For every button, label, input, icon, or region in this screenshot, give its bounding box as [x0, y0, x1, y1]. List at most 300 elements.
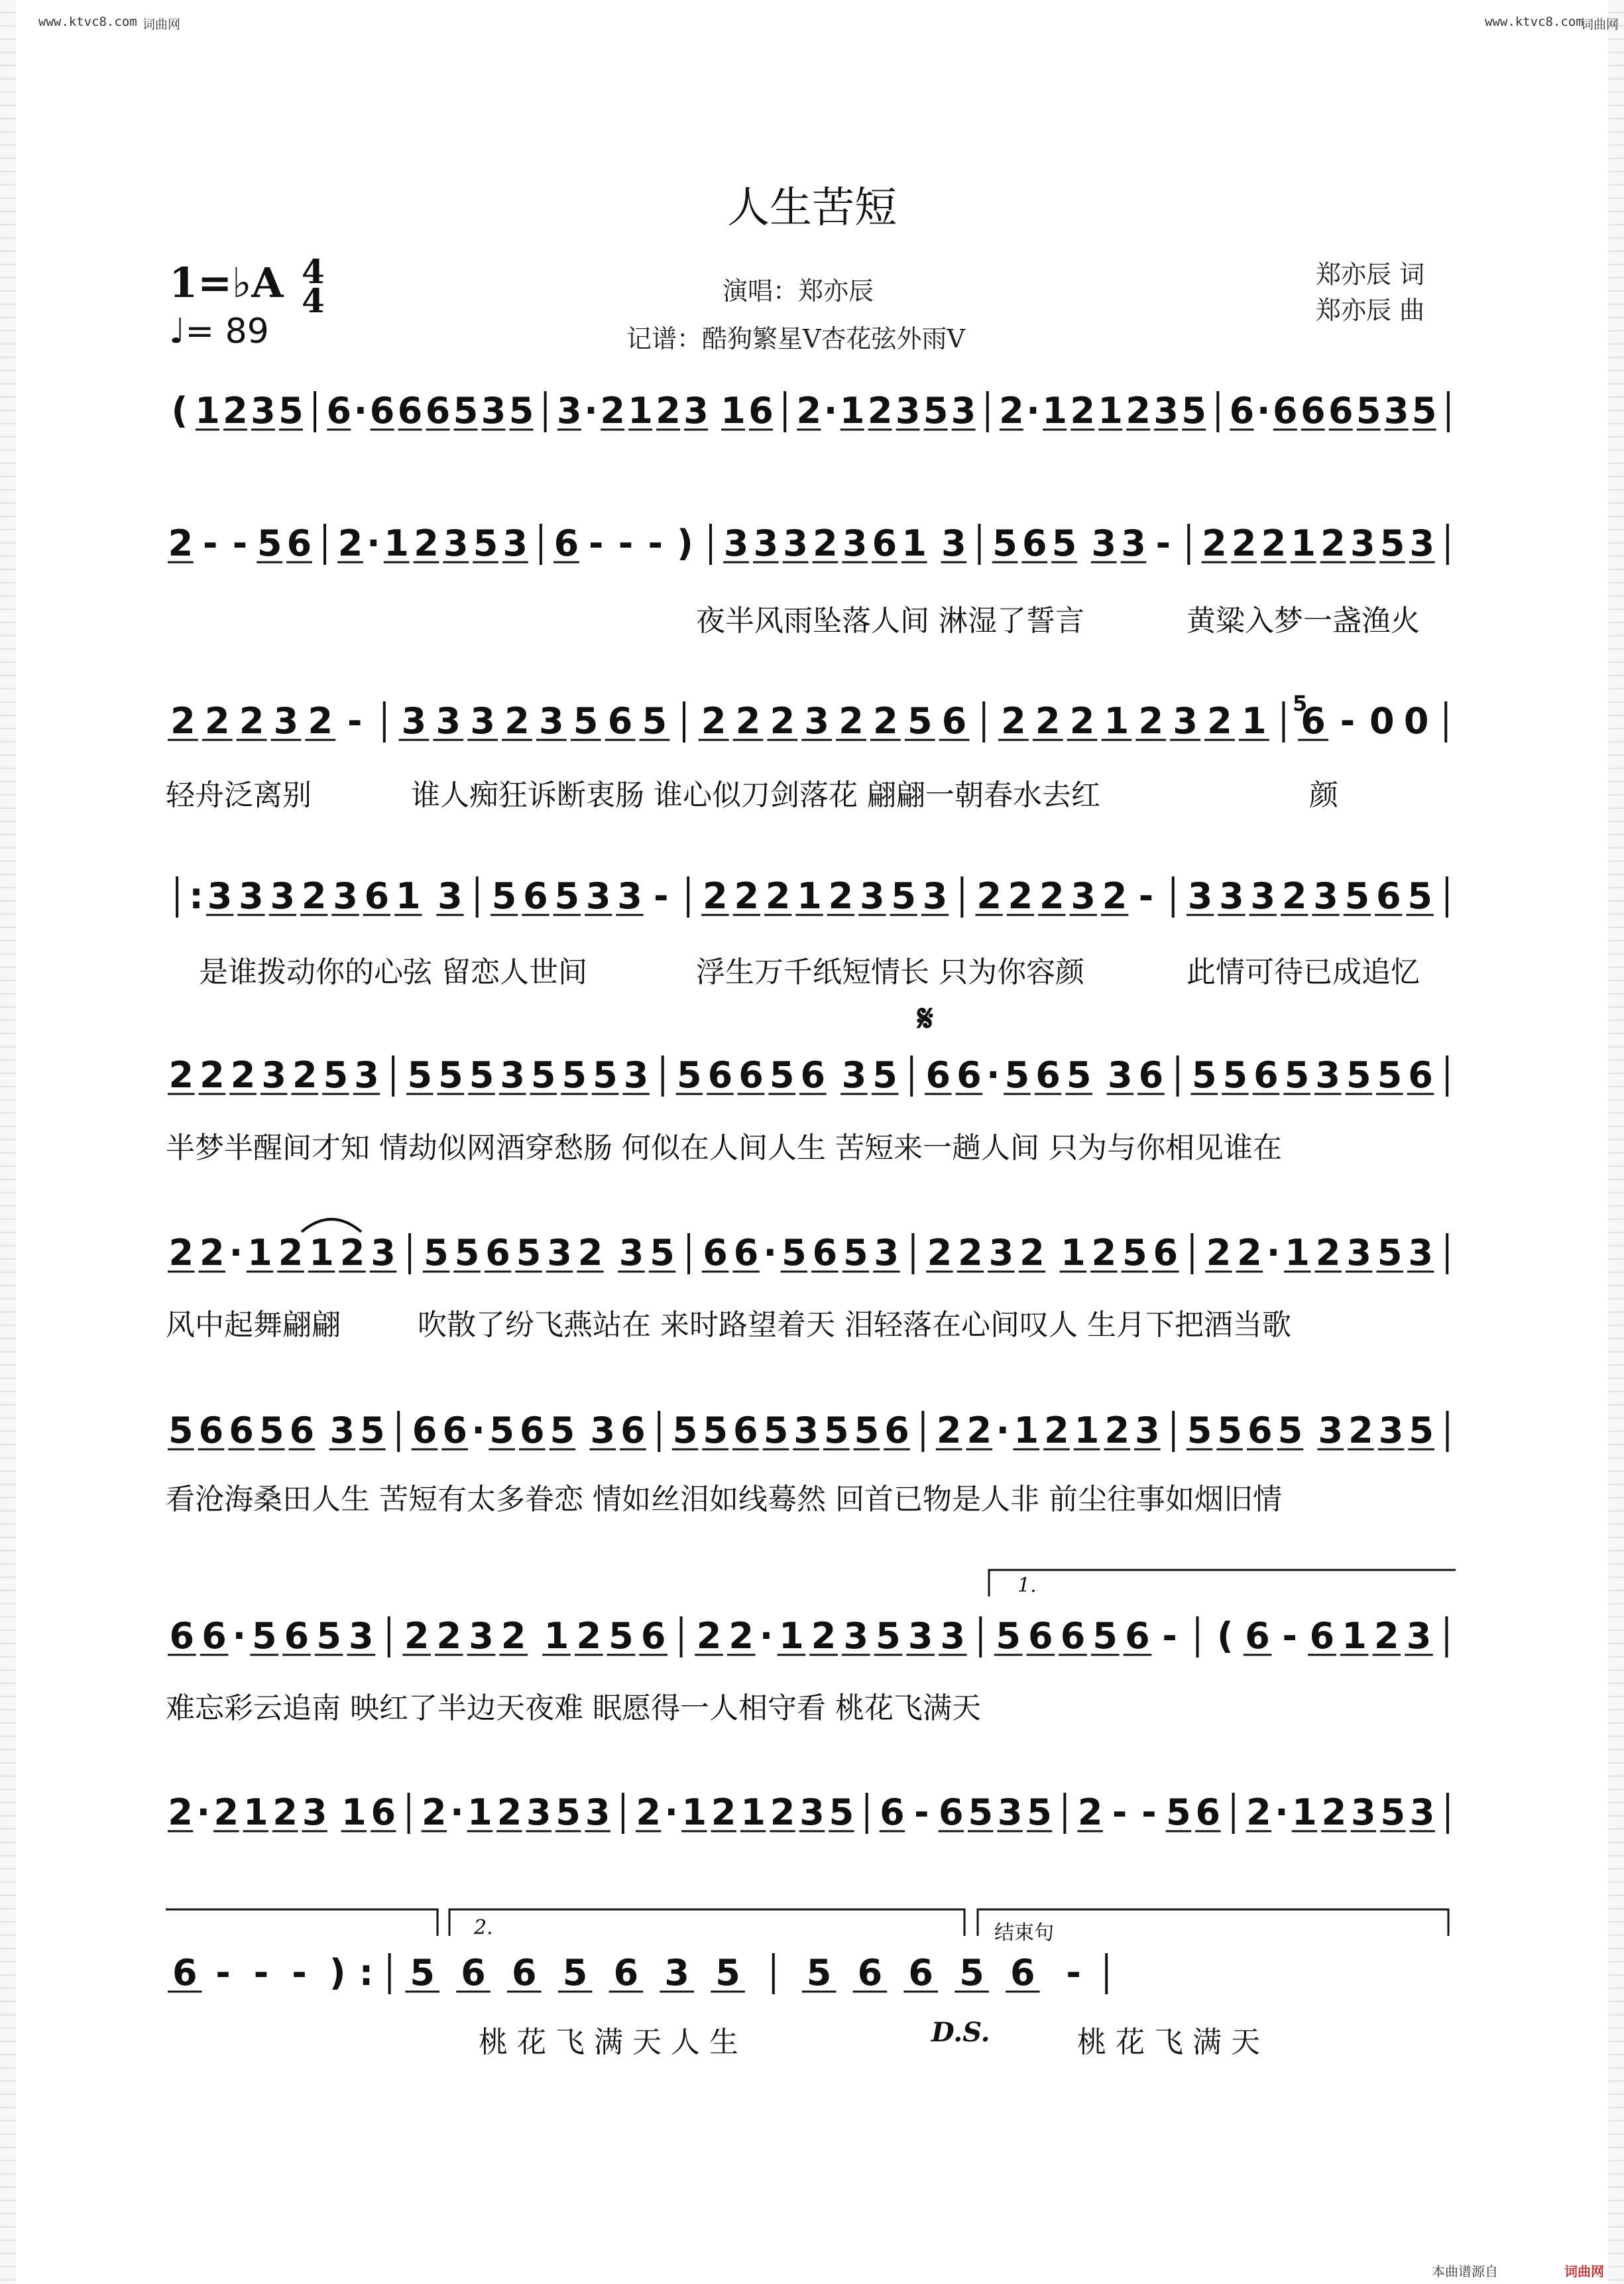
- note-digit: 2: [272, 1791, 298, 1833]
- note-digit: 1: [721, 390, 746, 432]
- note-digit: 3: [623, 1054, 649, 1096]
- note-symbol: -: [202, 522, 218, 564]
- transcriber: 记谱：酷狗繁星V杏花弦外雨V: [626, 324, 965, 353]
- note-digit: 5: [554, 875, 580, 917]
- note-digit: 3: [435, 700, 461, 742]
- note-digit: 6: [1035, 1054, 1061, 1096]
- volta-2-bracket: [449, 1909, 964, 1936]
- note-digit: 5: [257, 522, 282, 564]
- note-digit: 5: [1346, 1054, 1371, 1096]
- note-digit: 2: [770, 700, 795, 742]
- note-symbol: ·: [584, 390, 598, 432]
- note-digit: 2: [867, 390, 893, 432]
- note-digit: 6: [908, 1952, 933, 1994]
- note-digit: 2: [796, 390, 822, 432]
- note-digit: 2: [1035, 700, 1061, 742]
- note-digit: 6: [733, 1232, 759, 1274]
- note-digit: 3: [988, 1232, 1014, 1274]
- note-digit: 1: [1242, 700, 1267, 742]
- note-digit: 6: [872, 522, 898, 564]
- note-digit: 6: [1245, 1615, 1270, 1657]
- note-symbol: -: [1141, 1791, 1157, 1833]
- note-digit: 6: [286, 522, 312, 564]
- note-digit: 6: [1138, 1054, 1164, 1096]
- note-digit: 5: [323, 1054, 349, 1096]
- note-digit: 2: [422, 1791, 447, 1833]
- note-digit: 2: [213, 1791, 239, 1833]
- note-digit: 5: [316, 1615, 341, 1657]
- note-digit: 6: [880, 1791, 905, 1833]
- note-digit: 2: [1281, 875, 1307, 917]
- note-digit: 6: [169, 1615, 195, 1657]
- note-symbol: -: [1340, 700, 1356, 742]
- note-digit: 1: [779, 1615, 804, 1657]
- note-digit: 2: [976, 875, 1002, 917]
- note-digit: 1: [396, 875, 421, 917]
- note-symbol: -: [292, 1952, 307, 1994]
- note-digit: 5: [769, 1054, 795, 1096]
- note-digit: 2: [1315, 1232, 1341, 1274]
- note-digit: 6: [512, 1952, 537, 1994]
- note-digit: 2: [1102, 875, 1128, 917]
- note-digit: 3: [860, 875, 885, 917]
- note-digit: 6: [620, 1410, 646, 1451]
- note-symbol: ·: [367, 522, 380, 564]
- note-digit: 2: [936, 1410, 962, 1451]
- note-symbol: -: [1112, 1791, 1128, 1833]
- note-digit: 3: [922, 875, 948, 917]
- note-digit: 3: [1318, 1410, 1344, 1451]
- singer: 演唱：郑亦辰: [723, 276, 874, 306]
- note-digit: 6: [485, 1232, 510, 1274]
- note-symbol: ·: [196, 1791, 211, 1833]
- note-digit: 5: [278, 390, 304, 432]
- note-digit: 2: [1348, 1410, 1373, 1451]
- note-digit: 6: [172, 1952, 198, 1994]
- note-digit: 6: [369, 390, 395, 432]
- note-digit: 2: [230, 1054, 256, 1096]
- lyric: 看沧海桑田人生 苦短有太多眷恋 情如丝泪如线蓦然 回首已物是人非 前尘往事如烟旧情: [166, 1482, 1282, 1516]
- note-digit: 3: [470, 700, 495, 742]
- note-digit: 3: [590, 1410, 616, 1451]
- site-logo-left: 词曲网: [143, 17, 181, 32]
- song-title: 人生苦短: [727, 184, 897, 233]
- note-digit: 5: [923, 390, 949, 432]
- note-digit: 2: [577, 1232, 603, 1274]
- note-digit: 3: [940, 1615, 966, 1657]
- note-digit: 5: [806, 1952, 832, 1994]
- note-digit: 6: [364, 875, 390, 917]
- site-url-right: www.ktvc8.com: [1485, 15, 1584, 29]
- note-symbol: ·: [232, 1615, 247, 1657]
- note-digit: 6: [1229, 390, 1255, 432]
- note-digit: 5: [1380, 1791, 1406, 1833]
- note-digit: 3: [443, 522, 469, 564]
- note-digit: 2: [576, 1615, 602, 1657]
- note-digit: 3: [723, 522, 749, 564]
- note-digit: 5: [650, 1232, 675, 1274]
- note-digit: 5: [1222, 1054, 1248, 1096]
- lyric: 桃 花 飞 满 天 人 生: [479, 2025, 738, 2059]
- note-digit: 3: [843, 1615, 869, 1657]
- note-digit: 2: [828, 875, 854, 917]
- note-symbol: ·: [759, 1615, 774, 1657]
- note-digit: 6: [884, 1410, 909, 1451]
- note-symbol: ·: [1026, 390, 1040, 432]
- note-digit: 6: [442, 1410, 467, 1451]
- note-symbol: -: [654, 875, 669, 917]
- volta-1-tail: [166, 1909, 437, 1936]
- note-digit: 5: [473, 522, 498, 564]
- note-digit: 6: [1300, 390, 1326, 432]
- note-digit: 2: [170, 700, 196, 742]
- note-symbol: ·: [664, 1791, 678, 1833]
- note-digit: 5: [1379, 522, 1405, 564]
- note-digit: 2: [168, 1232, 194, 1274]
- note-digit: 2: [223, 390, 248, 432]
- note-digit: 5: [642, 700, 667, 742]
- note-digit: 3: [617, 875, 642, 917]
- note-digit: 0: [1369, 700, 1395, 742]
- note-digit: 3: [1108, 1054, 1133, 1096]
- note-digit: 2: [711, 1791, 736, 1833]
- note-digit: 6: [607, 700, 633, 742]
- note-digit: 6: [1375, 875, 1401, 917]
- note-digit: 3: [951, 390, 976, 432]
- note-digit: 5: [508, 390, 534, 432]
- note-digit: 5: [593, 1054, 618, 1096]
- note-digit: 5: [454, 1232, 480, 1274]
- note-digit: 1: [1074, 1410, 1100, 1451]
- note-digit: 2: [496, 1791, 522, 1833]
- note-digit: 3: [500, 1054, 525, 1096]
- note-digit: 5: [407, 1054, 433, 1096]
- note-digit: 1: [243, 1791, 268, 1833]
- note-symbol: ·: [471, 1410, 485, 1451]
- note-digit: 6: [707, 1054, 733, 1096]
- note-digit: 5: [968, 1791, 994, 1833]
- note-digit: 2: [1320, 522, 1346, 564]
- note-digit: 2: [308, 700, 333, 742]
- note-digit: 2: [292, 1054, 318, 1096]
- note-digit: 2: [168, 1054, 194, 1096]
- composer: 郑亦辰 曲: [1316, 296, 1425, 325]
- note-digit: 2: [1261, 522, 1287, 564]
- note-digit: 3: [251, 390, 276, 432]
- note-digit: 6: [1195, 1791, 1221, 1833]
- note-digit: 5: [1092, 1615, 1118, 1657]
- note-digit: 3: [557, 390, 582, 432]
- note-digit: 1: [1291, 522, 1316, 564]
- note-digit: 2: [414, 522, 439, 564]
- note-digit: 1: [628, 390, 653, 432]
- note-digit: 6: [957, 1054, 982, 1096]
- note-digit: 3: [354, 1054, 379, 1096]
- note-digit: 5: [609, 1615, 634, 1657]
- note-digit: 2: [278, 1232, 304, 1274]
- note-digit: 6: [520, 1410, 545, 1451]
- note-digit: 2: [199, 1232, 225, 1274]
- note-digit: 2: [701, 700, 726, 742]
- note-digit: 3: [437, 875, 463, 917]
- lyric: 桃 花 飞 满 天: [1077, 2025, 1260, 2059]
- note-digit: 1: [467, 1791, 493, 1833]
- note-digit: 5: [453, 390, 479, 432]
- note-digit: 5: [555, 1791, 581, 1833]
- note-symbol: -: [914, 1791, 929, 1833]
- note-digit: 5: [996, 1615, 1021, 1657]
- note-digit: 3: [239, 875, 264, 917]
- note-digit: 5: [992, 522, 1017, 564]
- note-digit: 2: [404, 1615, 430, 1657]
- note-digit: 5: [1277, 1410, 1303, 1451]
- note-digit: 3: [1408, 1232, 1433, 1274]
- note-digit: 5: [1407, 875, 1432, 917]
- note-digit: 6: [748, 390, 774, 432]
- note-digit: 6: [800, 1054, 826, 1096]
- note-digit: 2: [1237, 1232, 1262, 1274]
- note-digit: 5: [562, 1952, 588, 1994]
- note-digit: 2: [770, 1791, 795, 1833]
- note-digit: 5: [959, 1952, 984, 1994]
- note-digit: 5: [715, 1952, 740, 1994]
- note-digit: 1: [1285, 1232, 1310, 1274]
- segno-sign: 𝄋: [917, 996, 934, 1040]
- note-digit: 5: [530, 1054, 556, 1096]
- note-digit: 5: [1051, 522, 1077, 564]
- note-digit: 5: [550, 1410, 575, 1451]
- note-digit: 6: [1408, 1054, 1433, 1096]
- note-digit: 6: [326, 390, 352, 432]
- note-symbol: (: [171, 390, 188, 432]
- note-digit: 5: [491, 875, 517, 917]
- note-digit: 5: [843, 1232, 868, 1274]
- note-digit: 2: [1246, 1791, 1271, 1833]
- note-digit: 3: [1350, 522, 1375, 564]
- note-digit: 2: [200, 1054, 225, 1096]
- note-digit: 6: [412, 1410, 437, 1451]
- note-digit: 6: [640, 1615, 666, 1657]
- note-digit: 2: [600, 390, 625, 432]
- note-digit: 2: [958, 1232, 983, 1274]
- note-digit: 5: [703, 1410, 728, 1451]
- note-digit: 3: [1091, 522, 1117, 564]
- note-digit: 6: [1309, 1615, 1335, 1657]
- time-sig-top: 4: [302, 252, 325, 291]
- note-digit: 3: [618, 1232, 644, 1274]
- note-digit: 6: [1328, 390, 1354, 432]
- note-digit: 3: [907, 1615, 933, 1657]
- note-digit: 5: [1122, 1232, 1147, 1274]
- note-digit: 2: [765, 875, 791, 917]
- note-digit: 2: [204, 700, 230, 742]
- note-digit: 2: [656, 390, 681, 432]
- note-digit: 2: [1231, 522, 1257, 564]
- note-digit: 1: [309, 1232, 334, 1274]
- note-digit: 5: [823, 1410, 849, 1451]
- note-digit: 2: [504, 700, 530, 742]
- note-digit: 5: [1344, 875, 1370, 917]
- note-digit: 1: [1104, 700, 1130, 742]
- note-digit: 5: [1356, 390, 1381, 432]
- note-digit: 3: [1409, 522, 1435, 564]
- note-digit: 3: [841, 1054, 867, 1096]
- note-digit: 1: [1292, 1791, 1317, 1833]
- note-digit: 5: [1181, 390, 1206, 432]
- note-digit: 6: [925, 1054, 951, 1096]
- note-digit: 6: [284, 1615, 310, 1657]
- note-digit: 3: [941, 522, 966, 564]
- note-digit: 1: [740, 1791, 766, 1833]
- note-digit: 1: [1098, 390, 1123, 432]
- note-digit: 1: [1061, 1232, 1086, 1274]
- note-digit: 2: [813, 522, 838, 564]
- note-digit: 5: [829, 1791, 854, 1833]
- note-digit: 2: [1321, 1791, 1347, 1833]
- note-digit: 6: [1125, 1615, 1150, 1657]
- note-digit: 5: [782, 1232, 807, 1274]
- note-digit: 3: [585, 875, 611, 917]
- note-digit: 5: [410, 1952, 435, 1994]
- note-digit: 3: [371, 1232, 396, 1274]
- note-digit: 3: [349, 1615, 374, 1657]
- note-digit: 6: [857, 1952, 883, 1994]
- note-digit: 1: [247, 1232, 272, 1274]
- note-digit: 5: [516, 1232, 542, 1274]
- note-digit: 3: [783, 522, 808, 564]
- note-digit: 1: [544, 1615, 569, 1657]
- note-symbol: ·: [229, 1232, 243, 1274]
- note-symbol: ·: [763, 1232, 777, 1274]
- note-digit: 3: [1219, 875, 1244, 917]
- note-digit: 3: [401, 700, 427, 742]
- note-digit: 5: [469, 1054, 494, 1096]
- note-digit: 3: [799, 1791, 825, 1833]
- breath-five: 5: [1293, 691, 1308, 716]
- lyric: 半梦半醒间才知 情劫似网酒穿愁肠 何似在人间人生 苦短来一趟人间 只为与你相见谁在: [166, 1131, 1282, 1165]
- ds-mark: D.S.: [931, 2017, 990, 2048]
- note-digit: 2: [1039, 875, 1065, 917]
- note-symbol: ·: [450, 1791, 464, 1833]
- note-digit: 5: [854, 1410, 880, 1451]
- note-digit: 3: [539, 700, 564, 742]
- note-digit: 2: [168, 522, 194, 564]
- note-digit: 3: [1071, 875, 1096, 917]
- note-symbol: -: [253, 1952, 269, 1994]
- note-symbol: ·: [986, 1054, 1000, 1096]
- note-symbol: (: [1217, 1615, 1234, 1657]
- note-digit: 3: [895, 390, 921, 432]
- note-digit: 2: [339, 1232, 365, 1274]
- note-digit: 6: [229, 1410, 254, 1451]
- note-digit: 6: [425, 390, 451, 432]
- note-digit: 2: [734, 875, 760, 917]
- note-digit: 2: [239, 700, 264, 742]
- note-digit: 1: [1342, 1615, 1367, 1657]
- ending-label: 结束句: [994, 1921, 1054, 1945]
- note-digit: 2: [703, 875, 728, 917]
- note-digit: 3: [502, 522, 528, 564]
- note-digit: 1: [195, 390, 220, 432]
- note-symbol: -: [648, 522, 663, 564]
- note-digit: 2: [1138, 700, 1164, 742]
- lyricist: 郑亦辰 词: [1316, 260, 1425, 289]
- note-digit: 3: [683, 390, 709, 432]
- lyric: 此情可待已成追忆: [1187, 955, 1420, 989]
- note-symbol: -: [1282, 1615, 1297, 1657]
- note-digit: 3: [1346, 1232, 1371, 1274]
- note-symbol: ·: [823, 390, 838, 432]
- note-digit: 6: [613, 1952, 639, 1994]
- note-digit: 3: [333, 875, 358, 917]
- note-digit: 5: [763, 1410, 789, 1451]
- note-digit: 2: [1206, 1232, 1232, 1274]
- note-digit: 3: [585, 1791, 610, 1833]
- footer-source: 本曲谱源自: [1432, 2263, 1498, 2279]
- note-digit: 5: [677, 1054, 702, 1096]
- note-digit: 2: [1077, 1791, 1103, 1833]
- lyric: 难忘彩云追南 映红了半边天夜难 眠愿得一人相守看 桃花飞满天: [166, 1691, 981, 1725]
- lyric: 黄粱入梦一盏渔火: [1187, 604, 1420, 638]
- note-digit: 6: [397, 390, 423, 432]
- note-symbol: -: [1138, 875, 1154, 917]
- note-digit: 6: [371, 1791, 396, 1833]
- note-digit: 2: [811, 1615, 837, 1657]
- note-digit: 3: [1187, 875, 1213, 917]
- note-digit: 2: [636, 1791, 661, 1833]
- note-digit: 3: [302, 1791, 327, 1833]
- lyric: 轻舟泛离别: [166, 778, 312, 812]
- note-digit: 5: [1187, 1410, 1212, 1451]
- note-digit: 2: [1008, 875, 1033, 917]
- note-digit: 2: [927, 1232, 953, 1274]
- note-digit: 6: [738, 1054, 764, 1096]
- note-digit: 1: [384, 522, 410, 564]
- note-digit: 6: [1272, 390, 1298, 432]
- lyric: 颜: [1309, 778, 1338, 812]
- note-symbol: :: [189, 875, 203, 917]
- note-digit: 1: [839, 390, 865, 432]
- note-digit: 5: [672, 1410, 698, 1451]
- note-digit: 3: [207, 875, 233, 917]
- note-digit: 2: [735, 700, 761, 742]
- note-digit: 3: [481, 390, 506, 432]
- note-digit: 2: [1070, 390, 1095, 432]
- note-digit: 5: [424, 1232, 449, 1274]
- lyric: 谁人痴狂诉断衷肠 谁心似刀剑落花 翩翩一朝春水去红: [411, 778, 1100, 812]
- note-digit: 1: [797, 875, 822, 917]
- note-digit: 5: [891, 875, 916, 917]
- note-digit: 2: [436, 1615, 462, 1657]
- tempo-mark: ♩= 89: [169, 312, 269, 351]
- note-digit: 5: [1409, 1410, 1434, 1451]
- note-digit: 5: [876, 1615, 901, 1657]
- note-digit: 2: [500, 1615, 526, 1657]
- note-digit: 1: [901, 522, 927, 564]
- note-symbol: -: [618, 522, 634, 564]
- note-digit: 3: [793, 1410, 819, 1451]
- note-symbol: ·: [1256, 390, 1271, 432]
- note-digit: 6: [812, 1232, 838, 1274]
- note-digit: 5: [561, 1054, 587, 1096]
- note-digit: 1: [341, 1791, 367, 1833]
- volta-2-label: 2.: [474, 1916, 493, 1939]
- note-digit: 5: [168, 1410, 194, 1451]
- note-symbol: -: [215, 1952, 231, 1994]
- note-digit: 2: [1019, 1232, 1045, 1274]
- note-digit: 3: [842, 522, 868, 564]
- note-digit: 3: [526, 1791, 551, 1833]
